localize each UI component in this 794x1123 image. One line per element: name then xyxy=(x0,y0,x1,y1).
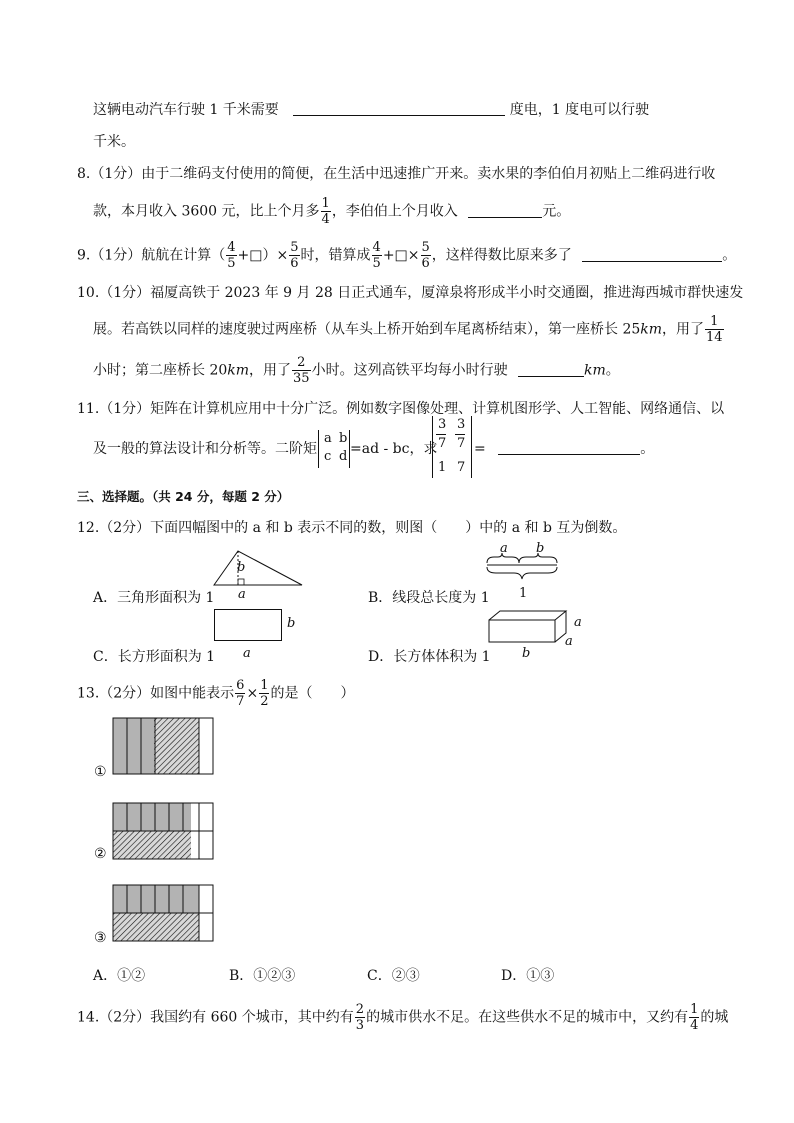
q13-frac-2 xyxy=(259,679,269,708)
q12-b-label-1: 1 xyxy=(519,586,528,601)
q10-unit-1: km xyxy=(640,321,663,338)
q9-text-5: ，这样得数比原来多了 xyxy=(431,247,572,264)
section-3-title: 三、选择题。（共 24 分，每题 2 分） xyxy=(77,489,290,504)
q10-line-1: 10.（1分）福厦高铁于 2023 年 9 月 28 日正式通车，厦漳泉将形成半小时交通圈，推进海西城市群快速发 xyxy=(77,285,744,301)
q11-n11: 3 xyxy=(438,417,447,432)
q12-b-label-a: a xyxy=(500,541,508,556)
q12-rectangle-figure xyxy=(214,609,282,641)
q11-m-c: c xyxy=(324,449,332,464)
q13-figures xyxy=(108,710,218,970)
triangle-shape xyxy=(214,551,302,585)
q10-unit-2: km xyxy=(227,362,250,379)
q9-frac-2 xyxy=(289,241,299,270)
brace-total xyxy=(487,567,557,579)
q11-m-b: b xyxy=(339,431,348,446)
q14-f1-den: 3 xyxy=(355,1018,365,1033)
q11-equals: = xyxy=(474,441,486,457)
q13-stem xyxy=(77,679,354,708)
q13-times: × xyxy=(246,685,259,702)
fig2-gray-area xyxy=(113,803,191,831)
q9-text-1: 9.（1分）航航在计算（ xyxy=(77,247,226,264)
q11-text-2a: 及一般的算法设计和分析等。二阶矩 xyxy=(93,441,317,457)
q11-blank[interactable] xyxy=(498,440,640,455)
q9-f3-num: 4 xyxy=(372,240,381,255)
q11-end: 。 xyxy=(640,441,655,457)
q11-n32: 7 xyxy=(457,460,466,475)
q13-mark-2: ② xyxy=(94,846,107,862)
q12-c-label-a: a xyxy=(243,646,251,661)
q9-f4-num: 5 xyxy=(421,240,430,255)
q13-f2-num: 1 xyxy=(260,678,269,693)
q11-frac-bar-2 xyxy=(455,434,465,435)
q12-d-label-a-bottom: a xyxy=(565,634,573,649)
q9-text-2: +□）× xyxy=(237,247,289,264)
q11-eq xyxy=(350,440,437,458)
q9-line xyxy=(77,241,736,270)
q10-line-2 xyxy=(93,315,725,344)
q12-cuboid-figure xyxy=(486,609,572,645)
q8-line-2 xyxy=(93,197,570,226)
q10-blank[interactable] xyxy=(518,362,584,377)
q11-n31: 1 xyxy=(438,460,447,475)
q7-blank-1[interactable] xyxy=(293,101,505,116)
q7-line-2: 千米。 xyxy=(93,134,135,150)
q10-f1-num: 1 xyxy=(705,315,724,330)
q14-text-1: 14.（2分）我国约有 660 个城市，其中约有 xyxy=(77,1009,354,1026)
q8-line-1: 8.（1分）由于二维码支付使用的简便，在生活中迅速推广开来。卖水果的李伯伯月初贴上二维码进行收 xyxy=(77,166,716,182)
q13-option-b[interactable]: B．①②③ xyxy=(229,968,296,984)
q7-text1: 这辆电动汽车行驶 1 千米需要 xyxy=(93,102,279,118)
q8-frac-num: 1 xyxy=(321,196,330,211)
q9-frac-4 xyxy=(421,241,431,270)
q13-option-c[interactable]: C．②③ xyxy=(367,968,420,984)
q13-figure-3 xyxy=(113,885,213,941)
q10-text-3c: 小时。这列高铁平均每小时行驶 xyxy=(311,362,508,379)
q11-n21: 3 xyxy=(457,417,466,432)
q8-blank[interactable] xyxy=(468,203,542,218)
q9-f4-den: 6 xyxy=(421,256,430,271)
q9-f2-den: 6 xyxy=(290,256,299,271)
q8-fraction xyxy=(321,197,331,226)
q9-text-6: 。 xyxy=(722,247,737,264)
q13-frac-1 xyxy=(235,679,245,708)
q9-f2-num: 5 xyxy=(290,240,299,255)
q12-stem: 12.（2分）下面四幅图中的 a 和 b 表示不同的数，则图（ ）中的 a 和 b 互为倒数。 xyxy=(77,520,627,536)
q14-line xyxy=(77,1003,728,1032)
fig3-gray-area xyxy=(113,885,199,913)
q8-text-c: 元。 xyxy=(542,203,571,220)
q9-text-3: 时，错算成 xyxy=(300,247,371,264)
fig2-hatched-area xyxy=(113,831,191,859)
q12-option-c[interactable]: C．长方形面积为 1 xyxy=(93,649,216,665)
q13-f1-den: 7 xyxy=(236,694,245,709)
q10-frac-1 xyxy=(705,315,724,344)
q8-frac-den: 4 xyxy=(321,212,330,227)
q12-b-label-b: b xyxy=(536,541,545,556)
q10-text-3a: 小时；第二座桥长 20 xyxy=(93,362,228,379)
q9-f1-den: 5 xyxy=(227,256,236,271)
q12-segment-figure xyxy=(484,553,562,581)
q12-option-b[interactable]: B．线段总长度为 1 xyxy=(368,590,490,606)
q13-mark-3: ③ xyxy=(94,930,107,946)
q11-n22: 7 xyxy=(457,436,466,451)
q9-text-4: +□× xyxy=(382,247,420,264)
q11-n12: 7 xyxy=(438,436,447,451)
q12-option-a[interactable]: A．三角形面积为 1 xyxy=(93,590,215,606)
cuboid-top xyxy=(489,611,566,620)
q13-f2-den: 2 xyxy=(260,694,269,709)
q10-frac-2 xyxy=(292,356,311,385)
q13-mark-1: ① xyxy=(94,764,107,780)
q14-frac-2 xyxy=(689,1003,699,1032)
q14-text-3: 的城 xyxy=(700,1009,729,1026)
q14-text-2: 的城市供水不足。在这些供水不足的城市中，又约有 xyxy=(366,1009,689,1026)
q11-frac-bar-1 xyxy=(436,434,446,435)
q13-option-a[interactable]: A．①② xyxy=(93,968,146,984)
right-angle-mark xyxy=(238,579,244,585)
q13-figure-1 xyxy=(113,718,213,774)
q8-text-a: 款，本月收入 3600 元，比上个月多 xyxy=(93,203,320,220)
q12-d-label-b: b xyxy=(522,646,531,661)
q13-stem-a: 13.（2分）如图中能表示 xyxy=(77,685,235,702)
q11-determinant-numeric xyxy=(432,416,472,478)
q13-figure-2 xyxy=(113,803,213,859)
q10-f2-den: 35 xyxy=(293,371,310,386)
q10-f1-den: 14 xyxy=(706,330,723,345)
q11-determinant-2x2 xyxy=(318,430,350,468)
q11-m-d: d xyxy=(339,449,348,464)
q14-f2-den: 4 xyxy=(690,1018,699,1033)
q14-f2-num: 1 xyxy=(690,1002,699,1017)
q12-a-label-a: a xyxy=(238,587,246,602)
q12-option-d[interactable]: D．长方体体积为 1 xyxy=(368,649,491,665)
q12-d-label-a-right: a xyxy=(574,615,582,630)
q10-unit-3: km xyxy=(584,362,606,379)
cuboid-front xyxy=(489,620,555,642)
q10-line-3: 小时；第二座桥长 20km，用了 $\frac{2}{35}$ 小时。这列高铁平均每小时行驶 km。 xyxy=(93,355,620,386)
q13-f1-num: 6 xyxy=(236,678,245,693)
q10-f2-num: 2 xyxy=(292,356,311,371)
q11-tail xyxy=(474,440,654,458)
q7-line xyxy=(93,101,649,119)
q7-text2: 度电，1 度电可以行驶 xyxy=(509,102,650,118)
q12-triangle-figure xyxy=(210,549,310,599)
q11-line-1: 11.（1分）矩阵在计算机应用中十分广泛。例如数字图像处理、计算机图形学、人工智能、网络通信、以 xyxy=(77,401,725,417)
q11-eq-text: =ad - bc，求 xyxy=(350,441,438,457)
q14-frac-1 xyxy=(355,1003,365,1032)
q9-f1-num: 4 xyxy=(227,240,236,255)
q9-frac-1 xyxy=(226,241,236,270)
q10-text-2a: 展。若高铁以同样的速度驶过两座桥（从车头上桥开始到车尾离桥结束），第一座桥长 25 xyxy=(93,321,641,338)
q9-f3-den: 5 xyxy=(372,256,381,271)
fig3-hatched-area xyxy=(113,913,199,941)
q12-c-label-b: b xyxy=(287,616,296,631)
q9-frac-3 xyxy=(372,241,382,270)
q9-blank[interactable] xyxy=(582,247,722,262)
q14-f1-num: 2 xyxy=(355,1002,365,1017)
q10-text-2b: ，用了 xyxy=(662,321,705,338)
q11-m-a: a xyxy=(324,431,332,446)
q12-a-label-b: b xyxy=(237,560,246,575)
q13-option-d[interactable]: D．①③ xyxy=(501,968,555,984)
q8-text-b: ，李伯伯上个月收入 xyxy=(331,203,458,220)
fig1-hatched-area xyxy=(154,718,199,774)
q10-text-3b: ，用了 xyxy=(249,362,292,379)
q13-stem-b: 的是（ ） xyxy=(270,685,355,702)
